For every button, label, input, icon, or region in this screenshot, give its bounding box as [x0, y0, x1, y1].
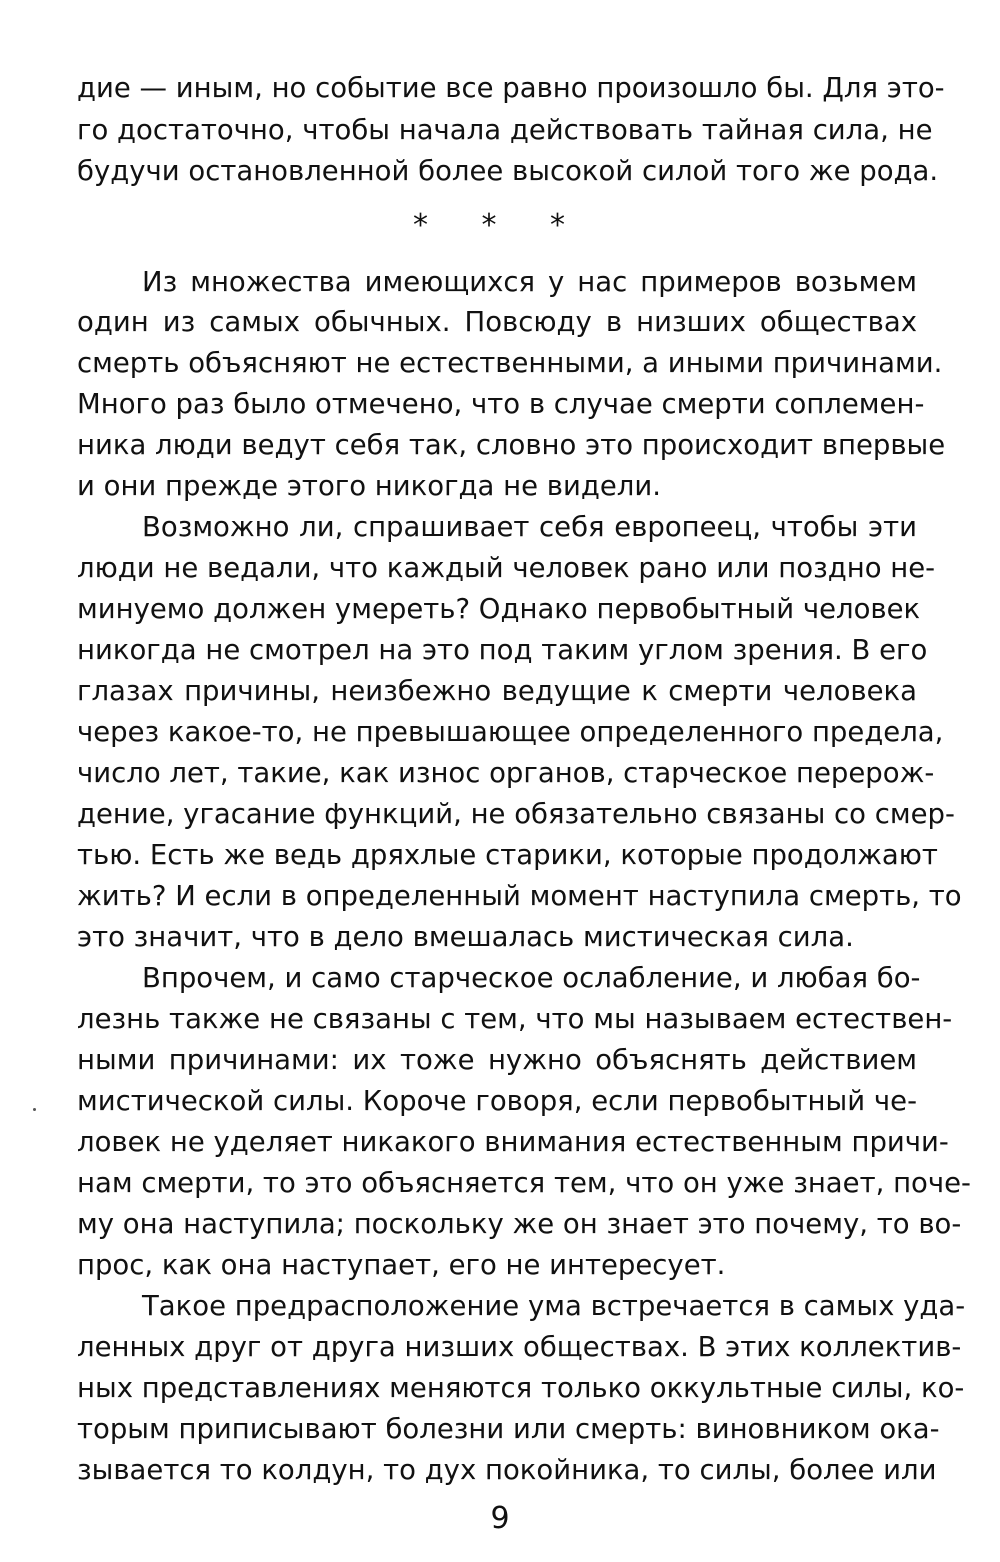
text-line: прос, как она наступает, его не интересует.: [77, 1249, 726, 1281]
paragraph-first-line: Возможно ли, спрашивает себя европеец, чтобы эти: [142, 511, 917, 543]
text-line: му она наступила; поскольку же он знает это почему, то во-: [77, 1208, 962, 1240]
page-number: 9: [490, 1501, 510, 1536]
paragraph-first-line: Из множества имеющихся у нас примеров возьмем: [142, 266, 917, 298]
text-line: это значит, что в дело вмешалась мистическая сила.: [77, 921, 854, 953]
paragraph-first-line: Впрочем, и само старческое ослабление, и любая бо-: [142, 962, 921, 994]
text-line: и они прежде этого никогда не видели.: [77, 470, 661, 502]
text-line: жить? И если в определенный момент наступила смерть, то: [77, 880, 962, 912]
text-line: смерть объясняют не естественными, а иными причинами.: [77, 347, 943, 379]
text-line: го достаточно, чтобы начала действовать тайная сила, не: [77, 114, 933, 146]
text-line: зывается то колдун, то дух покойника, то силы, более или: [77, 1454, 937, 1486]
paragraph-first-line: Такое предрасположение ума встречается в самых уда-: [142, 1290, 966, 1322]
text-line: никогда не смотрел на это под таким углом зрения. В его: [77, 634, 928, 666]
text-line: ных представлениях меняются только оккультные силы, ко-: [77, 1372, 965, 1404]
text-line: Много раз было отмечено, что в случае смерти соплемен-: [77, 388, 925, 420]
text-line: глазах причины, неизбежно ведущие к смерти человека: [77, 675, 917, 707]
text-line: лезнь также не связаны с тем, что мы называем естествен-: [77, 1003, 953, 1035]
text-line: дение, угасание функций, не обязательно связаны со смер-: [77, 798, 955, 830]
text-line: ными причинами: их тоже нужно объяснять действием: [77, 1044, 917, 1076]
text-line: ника люди ведут себя так, словно это происходит впервые: [77, 429, 946, 461]
text-line: нам смерти, то это объясняется тем, что он уже знает, поче-: [77, 1167, 971, 1199]
text-line: дие — иным, но событие все равно произошло бы. Для это-: [77, 72, 945, 104]
text-line: люди не ведали, что каждый человек рано или поздно не-: [77, 552, 936, 584]
text-line: торым приписывают болезни или смерть: виновником ока-: [77, 1413, 940, 1445]
scan-speck: [33, 1108, 36, 1111]
text-line: ленных друг от друга низших обществах. В этих коллектив-: [77, 1331, 962, 1363]
text-line: мистической силы. Короче говоря, если первобытный че-: [77, 1085, 917, 1117]
section-separator: * * *: [412, 208, 588, 243]
text-line: через какое-то, не превышающее определенного предела,: [77, 716, 944, 748]
text-line: ловек не уделяет никакого внимания естественным причи-: [77, 1126, 949, 1158]
text-line: число лет, такие, как износ органов, старческое перерож-: [77, 757, 935, 789]
text-line: минуемо должен умереть? Однако первобытный человек: [77, 593, 921, 625]
text-line: тью. Есть же ведь дряхлые старики, которые продолжают: [77, 839, 938, 871]
text-line: один из самых обычных. Повсюду в низших обществах: [77, 306, 917, 338]
text-line: будучи остановленной более высокой силой того же рода.: [77, 155, 939, 187]
